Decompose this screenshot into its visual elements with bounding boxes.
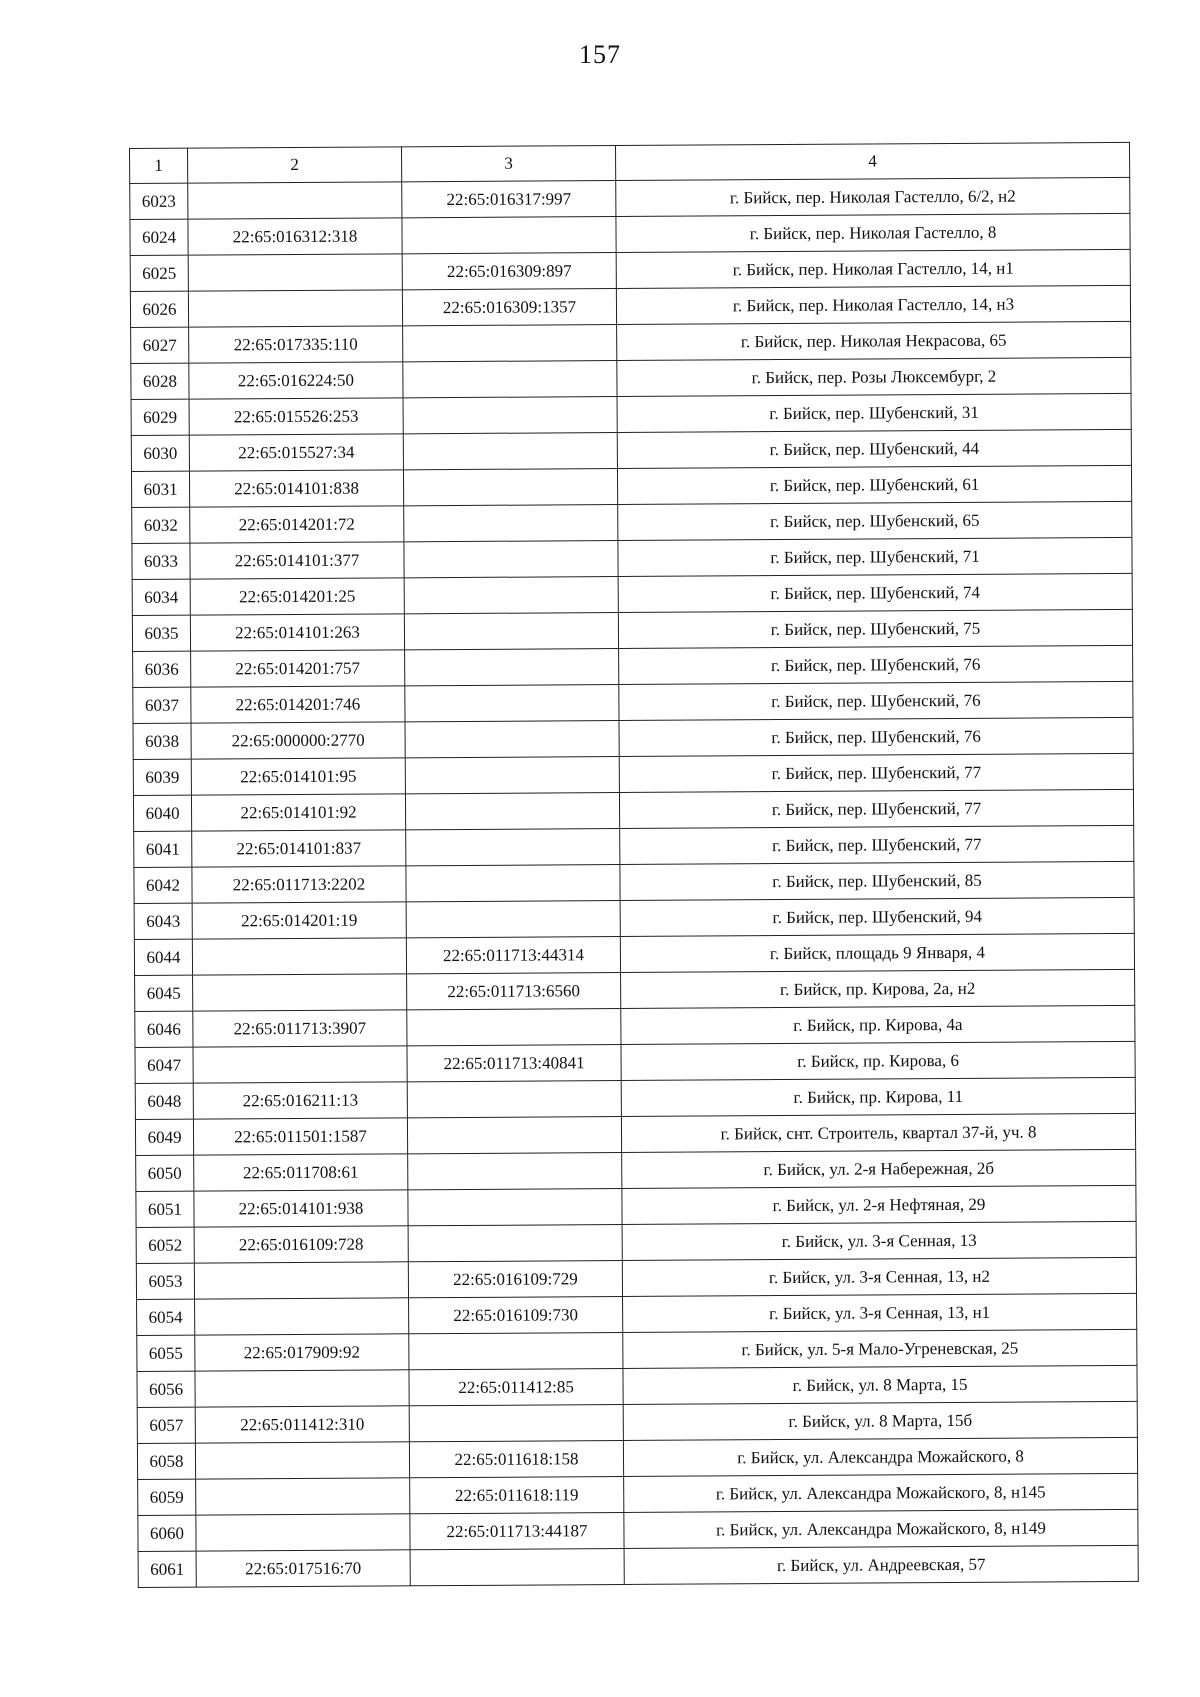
cadastral-number-cell: 22:65:016312:318 — [188, 218, 402, 255]
address-cell: г. Бийск, пр. Кирова, 11 — [621, 1077, 1135, 1116]
row-number-cell: 6057 — [137, 1407, 195, 1443]
table-row — [138, 1545, 1138, 1587]
cadastral-number-cell — [196, 1514, 410, 1551]
address-cell: г. Бийск, пер. Шубенский, 74 — [618, 573, 1132, 612]
address-cell: г. Бийск, ул. 5-я Мало-Угреневская, 25 — [623, 1329, 1137, 1368]
table-row — [132, 537, 1132, 579]
address-cell: г. Бийск, ул. 3-я Сенная, 13, н1 — [623, 1293, 1137, 1332]
address-cell: г. Бийск, снт. Строитель, квартал 37-й, уч. 8 — [621, 1113, 1135, 1152]
cadastral-number-cell: 22:65:011713:3907 — [193, 1010, 407, 1047]
cadastral-number-cell — [188, 290, 402, 327]
cadastral-number-cell — [188, 182, 402, 219]
address-cell: г. Бийск, пер. Шубенский, 44 — [617, 429, 1131, 468]
address-cell: г. Бийск, ул. 3-я Сенная, 13, н2 — [622, 1257, 1136, 1296]
table-row — [133, 645, 1133, 687]
row-number-cell: 6037 — [133, 687, 191, 723]
cadastral-number-cell — [194, 1262, 408, 1299]
cadastral-number-cell: 22:65:014201:72 — [190, 506, 404, 543]
object-cadastral-number-cell: 22:65:011713:44314 — [406, 937, 620, 974]
row-number-cell: 6043 — [134, 903, 192, 939]
row-number-cell: 6030 — [131, 435, 189, 471]
cadastral-number-cell: 22:65:014201:746 — [191, 686, 405, 723]
object-cadastral-number-cell — [406, 829, 620, 866]
object-cadastral-number-cell — [405, 685, 619, 722]
object-cadastral-number-cell — [408, 1225, 622, 1262]
cadastral-number-cell — [193, 974, 407, 1011]
object-cadastral-number-cell — [405, 721, 619, 758]
address-cell: г. Бийск, пр. Кирова, 2а, н2 — [621, 969, 1135, 1008]
cadastral-table — [129, 142, 1139, 1588]
row-number-cell: 6026 — [130, 291, 188, 327]
row-number-cell: 6051 — [136, 1191, 194, 1227]
header-cell-2: 2 — [188, 147, 402, 183]
address-cell: г. Бийск, пер. Шубенский, 76 — [619, 681, 1133, 720]
table-row — [133, 753, 1133, 795]
row-number-cell: 6027 — [131, 327, 189, 363]
row-number-cell: 6024 — [130, 219, 188, 255]
table-row — [134, 825, 1134, 867]
object-cadastral-number-cell — [409, 1405, 623, 1442]
address-cell: г. Бийск, пер. Николая Гастелло, 14, н3 — [616, 285, 1130, 324]
table-row — [137, 1437, 1137, 1479]
address-cell: г. Бийск, пер. Розы Люксембург, 2 — [617, 357, 1131, 396]
object-cadastral-number-cell — [407, 1117, 621, 1154]
row-number-cell: 6028 — [131, 363, 189, 399]
object-cadastral-number-cell — [403, 397, 617, 434]
cadastral-number-cell: 22:65:017516:70 — [196, 1550, 410, 1587]
cadastral-number-cell — [193, 1046, 407, 1083]
row-number-cell: 6046 — [135, 1011, 193, 1047]
cadastral-number-cell: 22:65:017335:110 — [189, 326, 403, 363]
row-number-cell: 6023 — [130, 183, 188, 219]
address-cell: г. Бийск, пер. Шубенский, 94 — [620, 897, 1134, 936]
table-row — [132, 609, 1132, 651]
address-cell: г. Бийск, ул. Александра Можайского, 8 — [623, 1437, 1137, 1476]
address-cell: г. Бийск, пер. Шубенский, 77 — [620, 825, 1134, 864]
table-row — [137, 1365, 1137, 1407]
table-row — [130, 285, 1130, 327]
cadastral-number-cell: 22:65:014101:377 — [190, 542, 404, 579]
object-cadastral-number-cell — [402, 217, 616, 254]
address-cell: г. Бийск, пр. Кирова, 6 — [621, 1041, 1135, 1080]
row-number-cell: 6044 — [134, 939, 192, 975]
object-cadastral-number-cell — [403, 433, 617, 470]
row-number-cell: 6036 — [133, 651, 191, 687]
object-cadastral-number-cell: 22:65:016109:730 — [409, 1297, 623, 1334]
object-cadastral-number-cell — [403, 469, 617, 506]
object-cadastral-number-cell — [405, 649, 619, 686]
row-number-cell: 6032 — [132, 507, 190, 543]
object-cadastral-number-cell — [404, 541, 618, 578]
header-cell-4: 4 — [615, 142, 1129, 180]
object-cadastral-number-cell — [405, 757, 619, 794]
object-cadastral-number-cell — [410, 1549, 624, 1586]
row-number-cell: 6059 — [138, 1479, 196, 1515]
row-number-cell: 6048 — [135, 1083, 193, 1119]
row-number-cell: 6040 — [133, 795, 191, 831]
table-row — [132, 573, 1132, 615]
row-number-cell: 6060 — [138, 1515, 196, 1551]
address-cell: г. Бийск, ул. 3-я Сенная, 13 — [622, 1221, 1136, 1260]
table-row — [130, 213, 1130, 255]
table-row — [130, 249, 1130, 291]
address-cell: г. Бийск, пер. Шубенский, 71 — [618, 537, 1132, 576]
address-cell: г. Бийск, пер. Шубенский, 76 — [619, 645, 1133, 684]
cadastral-number-cell — [195, 1442, 409, 1479]
table-row — [133, 681, 1133, 723]
cadastral-number-cell — [196, 1478, 410, 1515]
address-cell: г. Бийск, пер. Николая Гастелло, 14, н1 — [616, 249, 1130, 288]
row-number-cell: 6031 — [131, 471, 189, 507]
object-cadastral-number-cell — [405, 793, 619, 830]
table-row — [135, 1113, 1135, 1155]
table-row — [132, 501, 1132, 543]
address-cell: г. Бийск, пер. Николая Гастелло, 6/2, н2 — [616, 177, 1130, 216]
cadastral-number-cell: 22:65:014201:25 — [190, 578, 404, 615]
table-row — [137, 1329, 1137, 1371]
row-number-cell: 6053 — [136, 1263, 194, 1299]
object-cadastral-number-cell: 22:65:011713:6560 — [407, 973, 621, 1010]
address-cell: г. Бийск, ул. Александра Можайского, 8, н145 — [624, 1473, 1138, 1512]
row-number-cell: 6052 — [136, 1227, 194, 1263]
address-cell: г. Бийск, пер. Николая Гастелло, 8 — [616, 213, 1130, 252]
cadastral-number-cell: 22:65:017909:92 — [195, 1334, 409, 1371]
table-row — [131, 465, 1131, 507]
address-cell: г. Бийск, пер. Шубенский, 31 — [617, 393, 1131, 432]
table-row — [136, 1185, 1136, 1227]
table-row — [131, 429, 1131, 471]
table-row — [133, 717, 1133, 759]
cadastral-number-cell — [188, 254, 402, 291]
table-row — [135, 1077, 1135, 1119]
object-cadastral-number-cell: 22:65:011713:44187 — [410, 1513, 624, 1550]
row-number-cell: 6061 — [138, 1551, 196, 1587]
row-number-cell: 6058 — [137, 1443, 195, 1479]
table-row — [134, 861, 1134, 903]
address-cell: г. Бийск, ул. 2-я Набережная, 2б — [622, 1149, 1136, 1188]
object-cadastral-number-cell — [404, 613, 618, 650]
table-row — [136, 1257, 1136, 1299]
address-cell: г. Бийск, ул. Александра Можайского, 8, н149 — [624, 1509, 1138, 1548]
object-cadastral-number-cell — [407, 1009, 621, 1046]
document-sheet — [129, 142, 1139, 1588]
object-cadastral-number-cell — [409, 1333, 623, 1370]
object-cadastral-number-cell: 22:65:016309:1357 — [402, 289, 616, 326]
object-cadastral-number-cell — [404, 505, 618, 542]
row-number-cell: 6041 — [134, 831, 192, 867]
cadastral-number-cell: 22:65:011713:2202 — [192, 866, 406, 903]
cadastral-number-cell — [195, 1298, 409, 1335]
cadastral-number-cell: 22:65:016211:13 — [193, 1082, 407, 1119]
row-number-cell: 6033 — [132, 543, 190, 579]
header-cell-3: 3 — [401, 146, 615, 182]
cadastral-number-cell: 22:65:014101:938 — [194, 1190, 408, 1227]
cadastral-number-cell: 22:65:014101:92 — [191, 794, 405, 831]
row-number-cell: 6025 — [130, 255, 188, 291]
table-row — [131, 393, 1131, 435]
row-number-cell: 6029 — [131, 399, 189, 435]
row-number-cell: 6045 — [135, 975, 193, 1011]
cadastral-number-cell: 22:65:015527:34 — [189, 434, 403, 471]
row-number-cell: 6034 — [132, 579, 190, 615]
table-row — [134, 897, 1134, 939]
object-cadastral-number-cell — [408, 1189, 622, 1226]
address-cell: г. Бийск, пер. Шубенский, 75 — [618, 609, 1132, 648]
object-cadastral-number-cell — [406, 901, 620, 938]
address-cell: г. Бийск, пер. Шубенский, 76 — [619, 717, 1133, 756]
table-row — [137, 1401, 1137, 1443]
table-row — [136, 1221, 1136, 1263]
address-cell: г. Бийск, ул. 8 Марта, 15 — [623, 1365, 1137, 1404]
row-number-cell: 6042 — [134, 867, 192, 903]
cadastral-number-cell: 22:65:014201:19 — [192, 902, 406, 939]
address-cell: г. Бийск, ул. 2-я Нефтяная, 29 — [622, 1185, 1136, 1224]
cadastral-number-cell: 22:65:014101:837 — [192, 830, 406, 867]
table-row — [134, 933, 1134, 975]
row-number-cell: 6056 — [137, 1371, 195, 1407]
row-number-cell: 6035 — [132, 615, 190, 651]
row-number-cell: 6049 — [135, 1119, 193, 1155]
object-cadastral-number-cell: 22:65:016309:897 — [402, 253, 616, 290]
table-row — [136, 1149, 1136, 1191]
row-number-cell: 6039 — [133, 759, 191, 795]
cadastral-number-cell: 22:65:014101:838 — [189, 470, 403, 507]
address-cell: г. Бийск, ул. 8 Марта, 15б — [623, 1401, 1137, 1440]
table-row — [135, 1041, 1135, 1083]
cadastral-number-cell: 22:65:011708:61 — [194, 1154, 408, 1191]
address-cell: г. Бийск, площадь 9 Января, 4 — [620, 933, 1134, 972]
row-number-cell: 6038 — [133, 723, 191, 759]
address-cell: г. Бийск, пр. Кирова, 4а — [621, 1005, 1135, 1044]
object-cadastral-number-cell: 22:65:016109:729 — [408, 1261, 622, 1298]
table-row — [138, 1509, 1138, 1551]
header-cell-1: 1 — [130, 148, 188, 183]
address-cell: г. Бийск, ул. Андреевская, 57 — [624, 1545, 1138, 1584]
object-cadastral-number-cell — [404, 577, 618, 614]
cadastral-number-cell — [192, 938, 406, 975]
row-number-cell: 6050 — [136, 1155, 194, 1191]
address-cell: г. Бийск, пер. Шубенский, 61 — [617, 465, 1131, 504]
object-cadastral-number-cell: 22:65:011618:119 — [410, 1477, 624, 1514]
cadastral-number-cell: 22:65:014101:263 — [190, 614, 404, 651]
table-row — [130, 177, 1130, 219]
cadastral-number-cell: 22:65:011501:1587 — [193, 1118, 407, 1155]
cadastral-number-cell: 22:65:000000:2770 — [191, 722, 405, 759]
address-cell: г. Бийск, пер. Николая Некрасова, 65 — [617, 321, 1131, 360]
cadastral-number-cell: 22:65:011412:310 — [195, 1406, 409, 1443]
object-cadastral-number-cell — [406, 865, 620, 902]
page-number: 157 — [579, 40, 621, 69]
table-row — [135, 1005, 1135, 1047]
table-row — [131, 357, 1131, 399]
cadastral-number-cell: 22:65:015526:253 — [189, 398, 403, 435]
table-row — [131, 321, 1131, 363]
object-cadastral-number-cell: 22:65:011412:85 — [409, 1369, 623, 1406]
row-number-cell: 6055 — [137, 1335, 195, 1371]
address-cell: г. Бийск, пер. Шубенский, 65 — [618, 501, 1132, 540]
cadastral-number-cell: 22:65:016109:728 — [194, 1226, 408, 1263]
object-cadastral-number-cell — [408, 1153, 622, 1190]
cadastral-number-cell: 22:65:014201:757 — [191, 650, 405, 687]
object-cadastral-number-cell — [407, 1081, 621, 1118]
object-cadastral-number-cell: 22:65:011618:158 — [409, 1441, 623, 1478]
object-cadastral-number-cell — [403, 361, 617, 398]
table-row — [138, 1473, 1138, 1515]
table-row — [133, 789, 1133, 831]
object-cadastral-number-cell: 22:65:011713:40841 — [407, 1045, 621, 1082]
row-number-cell: 6054 — [137, 1299, 195, 1335]
cadastral-number-cell — [195, 1370, 409, 1407]
cadastral-number-cell: 22:65:014101:95 — [191, 758, 405, 795]
address-cell: г. Бийск, пер. Шубенский, 85 — [620, 861, 1134, 900]
address-cell: г. Бийск, пер. Шубенский, 77 — [619, 753, 1133, 792]
row-number-cell: 6047 — [135, 1047, 193, 1083]
object-cadastral-number-cell — [403, 325, 617, 362]
address-cell: г. Бийск, пер. Шубенский, 77 — [619, 789, 1133, 828]
object-cadastral-number-cell: 22:65:016317:997 — [402, 181, 616, 218]
cadastral-number-cell: 22:65:016224:50 — [189, 362, 403, 399]
table-row — [135, 969, 1135, 1011]
table-row — [137, 1293, 1137, 1335]
